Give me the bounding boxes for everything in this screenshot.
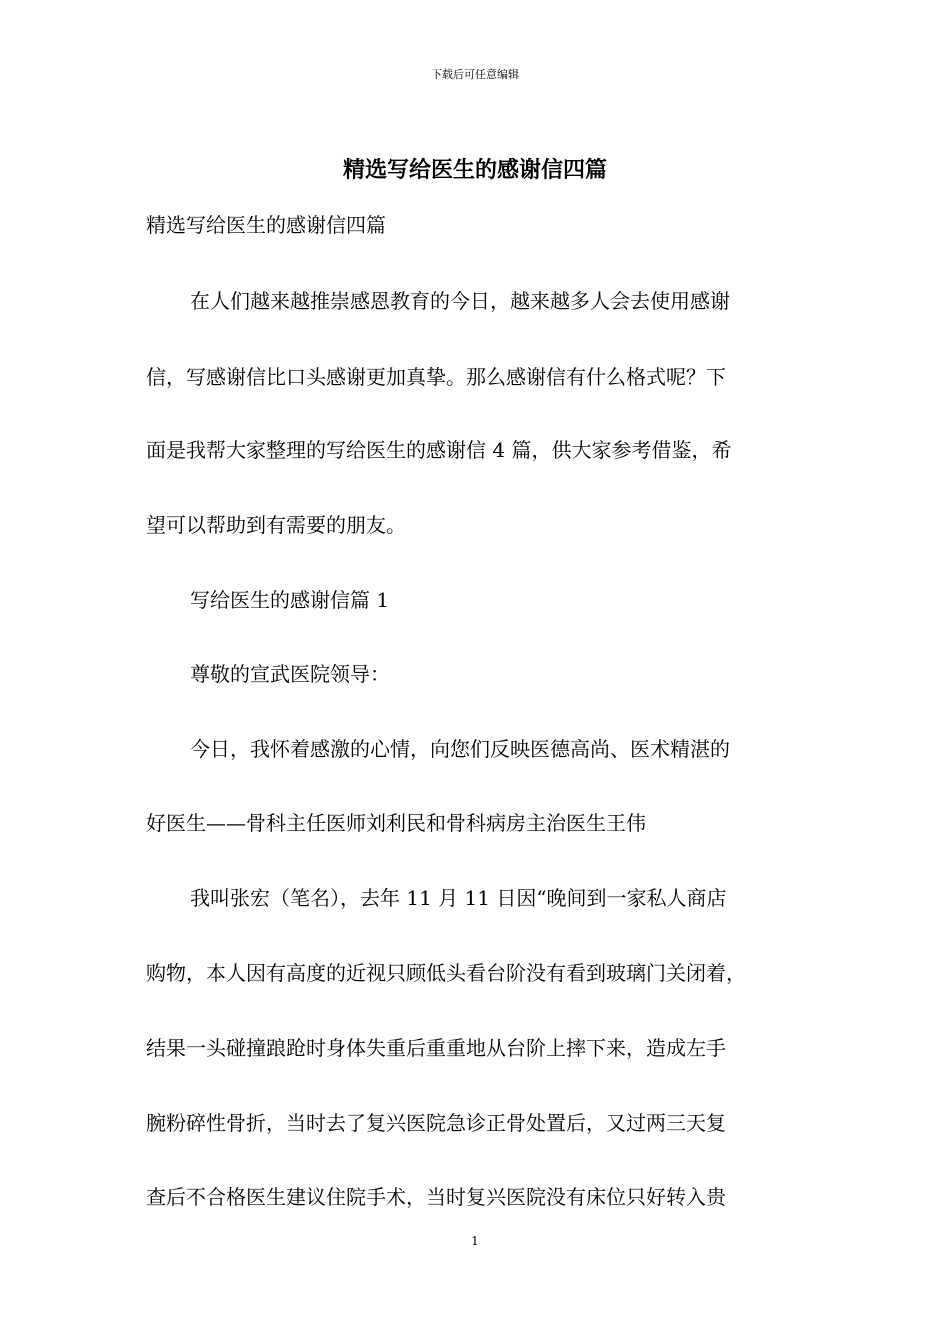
paragraph-line: 面是我帮大家整理的写给医生的感谢信 4 篇，供大家参考借鉴，希 — [146, 438, 732, 462]
section-heading: 写给医生的感谢信篇 1 — [190, 588, 390, 612]
header-note: 下载后可任意编辑 — [431, 68, 519, 81]
salutation-line: 尊敬的宣武医院领导： — [190, 662, 390, 686]
subtitle-line: 精选写给医生的感谢信四篇 — [146, 213, 386, 237]
paragraph-line: 望可以帮助到有需要的朋友。 — [146, 513, 406, 537]
paragraph-line: 今日，我怀着感激的心情，向您们反映医德高尚、医术精湛的 — [190, 737, 730, 761]
paragraph-line: 腕粉碎性骨折，当时去了复兴医院急诊正骨处置后，又过两三天复 — [146, 1111, 726, 1135]
document-title: 精选写给医生的感谢信四篇 — [342, 157, 607, 183]
paragraph-line: 购物，本人因有高度的近视只顾低头看台阶没有看到玻璃门关闭着， — [146, 961, 746, 985]
paragraph-line: 好医生——骨科主任医师刘利民和骨科病房主治医生王伟 — [146, 811, 646, 835]
paragraph-line: 我叫张宏（笔名），去年 11 月 11 日因“晚间到一家私人商店 — [190, 886, 727, 910]
paragraph-line: 在人们越来越推崇感恩教育的今日，越来越多人会去使用感谢 — [190, 289, 730, 313]
paragraph-line: 查后不合格医生建议住院手术，当时复兴医院没有床位只好转入贵 — [146, 1185, 726, 1209]
paragraph-line: 信，写感谢信比口头感谢更加真挚。那么感谢信有什么格式呢？下 — [146, 365, 726, 389]
page-number: 1 — [471, 1234, 479, 1248]
paragraph-line: 结果一头碰撞踉跄时身体失重后重重地从台阶上摔下来，造成左手 — [146, 1036, 726, 1060]
